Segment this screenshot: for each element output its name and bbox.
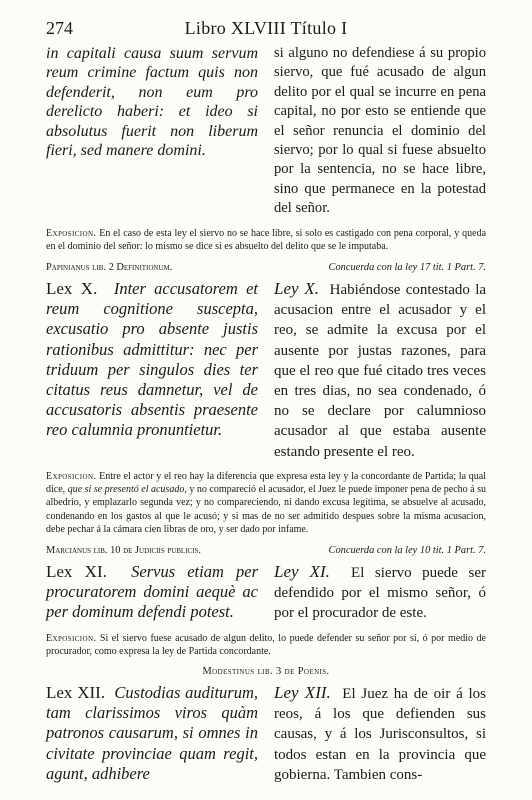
latin-text: Custodias auditurum, tam clarissimos viros quàm patronos causarum, si omnes in civitate provinciae quam regit, agunt, adhibere	[46, 682, 258, 783]
ley-heading: Ley X.	[274, 279, 319, 299]
lex10-sources	[46, 262, 486, 273]
spanish-text: El siervo puede ser defendido por el mismo señor, ó por el procurador de este.	[274, 564, 487, 622]
source-right: Concuerda con la ley 17 tit. 1 Part. 7.	[328, 262, 486, 274]
book-page	[46, 18, 486, 785]
latin-text: Servus etiam per procuratorem domini aequè ac per dominum defendi potest.	[46, 561, 259, 622]
spanish-text: El Juez ha de oir á los reos, á los que defienden sus causas, y á los Jurisconsultos, si todos estan en la provincia que gobierna. Tambien cons-	[274, 685, 486, 783]
source-right: Concuerda con la ley 10 tit. 1 Part. 7.	[328, 544, 486, 556]
spanish-column: si alguno no defendiese á su propio siervo, que fué acusado de algun delito por el qual se incurre en pena capital, no por esto se entiende que el señor renuncia el dominio del siervo; por lo qual si fuese absuelto por la sentencia, no se hace libre, sino que permanece en la potestad del señor.	[274, 45, 486, 217]
source-center: Modestinus lib. 3 de Poenis.	[202, 665, 330, 677]
lex-heading: Lex XII.	[46, 682, 106, 702]
exposicion-label: Exposicion.	[46, 632, 97, 644]
exposicion-text: En el caso de esta ley el siervo no se hace libre, si solo es castigado con pena corporal, y queda en el dominio del señor: lo mismo se dice si es absuelto del delito que se le imputaba.	[46, 227, 487, 252]
lex-heading: Lex XI.	[46, 561, 107, 581]
source-left: Papinianus lib. 2 Definitionum.	[46, 262, 173, 274]
ley-heading: Ley XII.	[274, 682, 331, 702]
spanish-column	[274, 279, 486, 462]
page-number: 274	[46, 18, 73, 38]
exposicion-text-b: , y no compareció el acusador, el Juez le puede imponer pena de pecho á su albedrio, y emplazarlo segunda vez; y no compareciendo, ni dando excusa legítima, se absuelve al acusado, condenando en los gastos al que le acusó; y si mas de no ser admitido despues sobre la misma acusacion, debe pechar á la cámara cien libras de oro, y ser dado por infame.	[46, 484, 487, 535]
latin-text: Inter accusatorem et reum cognitione suscepta, excusatio pro absente justis rationibus admittitur: nec per triduum per singulos dies ter citatus reus damnetur, vel de accusatoris absentis praesente reo calumnia pronuntietur.	[46, 279, 258, 440]
lex11-sources	[46, 545, 486, 556]
top-continuation	[46, 44, 486, 219]
lex12-source	[46, 666, 486, 677]
running-header	[46, 18, 486, 44]
exposicion-3	[46, 632, 486, 658]
lex-heading: Lex X.	[46, 279, 98, 299]
running-title: Libro XLVIII Título I	[184, 18, 348, 38]
exposicion-1	[46, 227, 486, 253]
latin-column	[46, 562, 258, 624]
spanish-column	[274, 562, 486, 624]
spanish-column	[274, 683, 486, 785]
spanish-text: Habiéndose contestado la acusacion entre el acusador y el reo, se admite la excusa por el ausente por justas razones, para que el reo que fué citado tres veces en tres dias, no sea condenado, ó no se declare por calumnioso acusador al que estaba ausente estando presente el reo.	[274, 282, 487, 460]
latin-column	[46, 279, 258, 462]
source-left: Marcianus lib. 10 de Judiciis publicis.	[46, 544, 202, 556]
exposicion-text-a: Entre el actor y el reo hay la diferencia que expresa esta ley y la concordante de Partida; la qual dice,	[46, 470, 487, 496]
exposicion-text-italic: que si se presentó el acusado	[67, 484, 185, 496]
lex12-columns	[46, 683, 486, 785]
exposicion-text: Si el siervo fuese acusado de algun delito, lo puede defender su señor por sí, ó por medio de procurador, como expresa la ley de Partida concordante.	[46, 632, 486, 657]
exposicion-2	[46, 470, 486, 536]
lex10-columns	[46, 279, 486, 462]
exposicion-label: Exposicion.	[46, 470, 97, 482]
exposicion-label: Exposicion.	[46, 227, 97, 239]
latin-column	[46, 683, 258, 785]
latin-column: in capitali causa suum servum reum crimine factum quis non defenderit, non eum pro derelicto haberi: et ideo si absolutus fuerit non liberum fieri, sed manere domini.	[46, 45, 258, 160]
lex11-columns	[46, 562, 486, 624]
ley-heading: Ley XI.	[274, 561, 330, 581]
